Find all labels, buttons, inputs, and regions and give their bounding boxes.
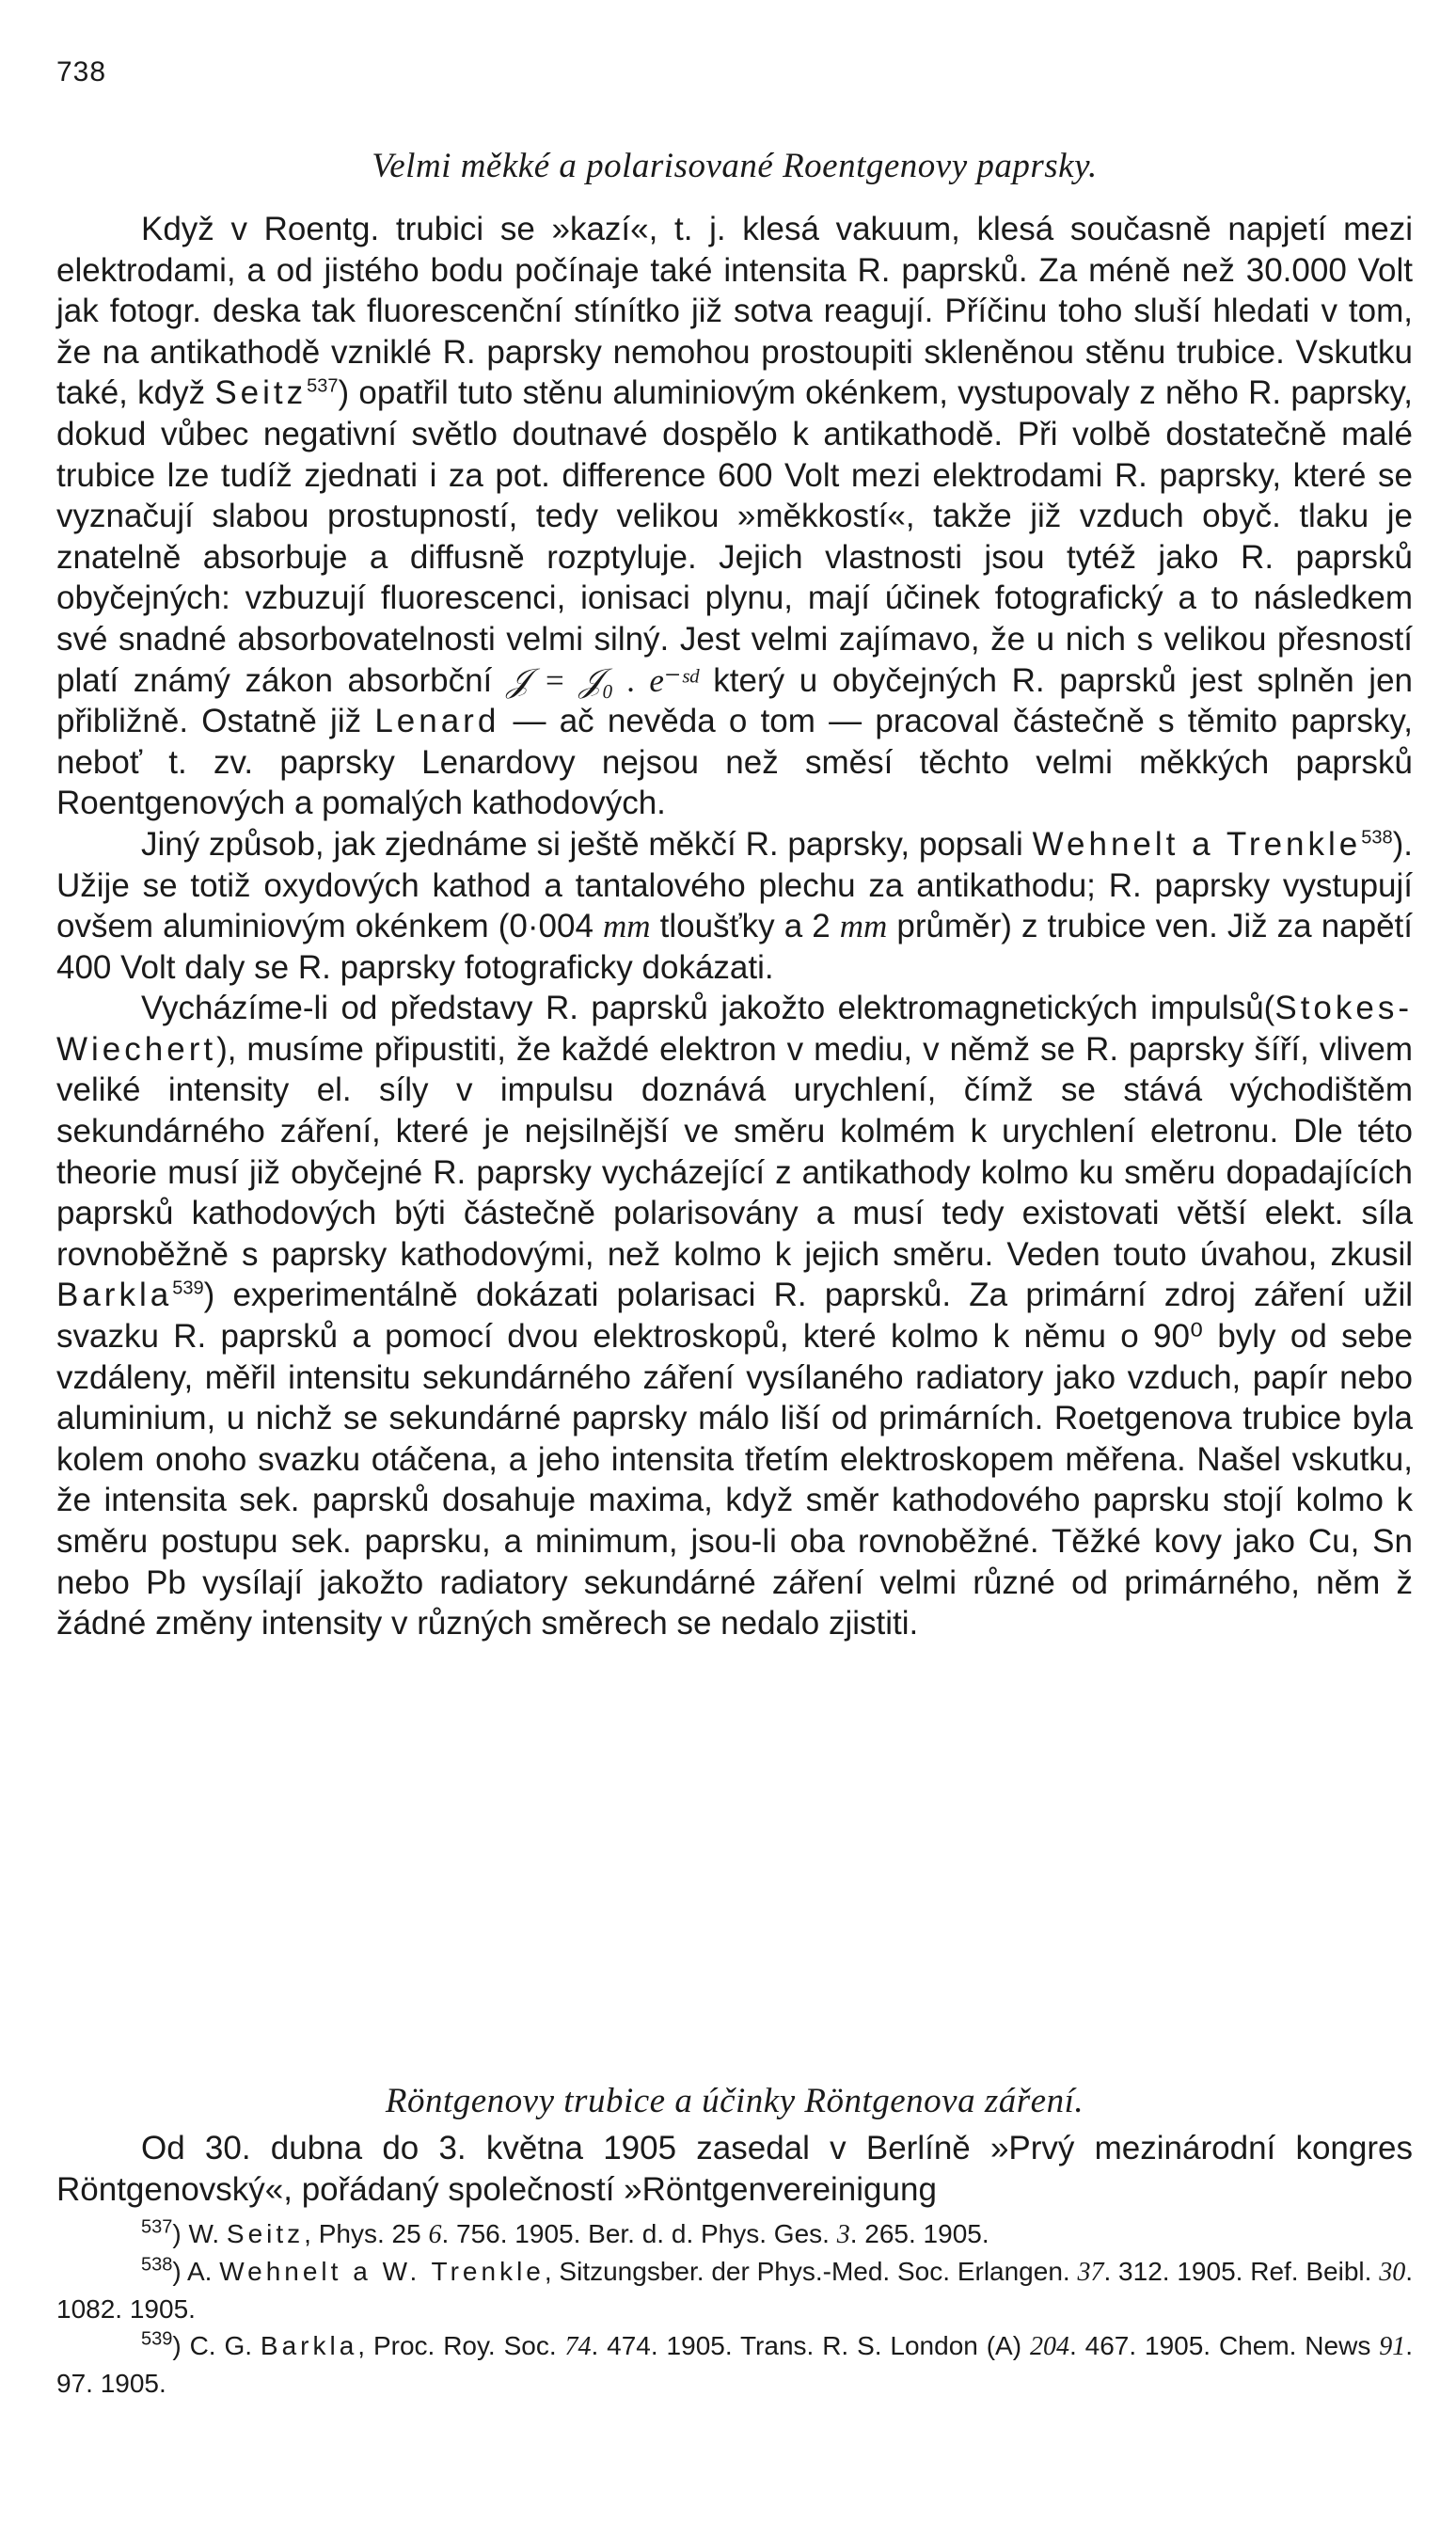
footnote-ref: 537 [307, 375, 339, 397]
text: . 1082. 1905. [56, 2257, 1413, 2324]
absorption-formula: 𝒥 = 𝒥₀ . e⁻ˢᵈ [506, 661, 699, 699]
paragraph-wehnelt-trenkle [56, 824, 1413, 988]
text: . 756. 1905. Ber. d. d. Phys. Ges. [441, 2219, 837, 2248]
section-title-rontgen-tubes: Röntgenovy trubice a účinky Röntgenova záření. [385, 2082, 1084, 2120]
text: , Sitzungsber. der Phys.-Med. Soc. Erlangen. [544, 2257, 1078, 2286]
section-body-polarised-rays [56, 209, 1413, 1644]
text: ) C. G. [172, 2331, 261, 2360]
text: který u obyčejných R. paprsků jest splněn jen přibližně. Ostatně již [56, 661, 1413, 740]
paragraph-congress: Od 30. dubna do 3. května 1905 zasedal v Berlíně »Prvý mezinárodní kongres Röntgenovský«, pořádaný společností »Röntgenvereinigung [56, 2130, 1413, 2208]
text: ), musíme připustiti, že každé elektron v mediu, v němž se R. paprsky šíří, vlivem veliké intensity el. síly v impulsu doznává urychlení, čímž se stává východištěm sekundárného záření, které je nejsilnější ve směru kolmém k urychlení eletronu. Dle této theorie musí již obyčejné R. paprsky vycházející z antikathody kolmo ku směru dopadajících paprsků kathodových býti částečně polarisovány a musí tedy existovati větší elekt. síla rovnoběžně s paprsky kathodovými, než kolmo k jejich směru. Veden touto úvahou, zkusil [56, 1030, 1413, 1273]
text: Jiný způsob, jak zjednáme si ještě měkčí R. paprsky, popsali [141, 825, 1033, 863]
author-name: Seitz [214, 374, 308, 412]
text: ) A. [172, 2257, 220, 2286]
footnotes [56, 2215, 1413, 2402]
footnote-ref: 538 [1361, 827, 1393, 849]
text: — ač nevěda o tom — pracoval částečně s těmito paprsky, neboť t. zv. paprsky Lenardovy nejsou než směsí těchto velmi měkkých paprsků Roentgenových a pomalých kathodových. [56, 703, 1413, 822]
unit: mm [603, 908, 651, 945]
footnote-number: 538 [141, 2254, 173, 2276]
author-name: Wehnelt a W. Trenkle [219, 2257, 545, 2286]
footnote-539 [56, 2327, 1413, 2402]
section-body-rontgen-tubes [56, 2128, 1413, 2210]
footnote-ref: 539 [172, 1277, 204, 1299]
author-name: Barkla [56, 1277, 173, 1314]
text: . 467. 1905. Chem. News [1068, 2331, 1380, 2360]
text: tloušťky a 2 [650, 908, 840, 945]
text: Vycházíme-li od představy R. paprsků jakožto elektromagnetických impulsů( [141, 990, 1275, 1027]
text: ) experimentálně dokázati polarisaci R. paprsků. Za primární zdroj záření užil svazku R. paprsků a pomocí dvou elektroskopů, které kolmo k němu o 90⁰ byly od sebe vzdáleny, měřil intensitu sekundárného záření vysílaného radiatory jako vzduch, papír nebo aluminium, u nichž se sekundárné paprsky málo liší od primárních. Roetgenova trubice byla kolem onoho svazku otáčena, a jeho intensita třetím elektroskopem měřena. Našel vskutku, že intensita sek. paprsků dosahuje maxima, když směr kathodového paprsku stojí kolmo k směru postupu sek. paprsku, a minimum, jsou-li oba rovnoběžné. Těžké kovy jako Cu, Sn nebo Pb vysílají jakožto radiatory sekundárné záření velmi různé od primárného, něm ž žádné změny intensity v různých směrech se nedalo zjistiti. [56, 1277, 1413, 1642]
page-number: 738 [56, 56, 107, 87]
text: . 312. 1905. Ref. Beibl. [1103, 2257, 1380, 2286]
footnote-537 [56, 2215, 1413, 2253]
text: ) W. [172, 2219, 227, 2248]
footnote-538 [56, 2253, 1413, 2327]
text: Když v Roentg. trubici se »kazí«, t. j. klesá vakuum, klesá současně napjetí mezi elektrodami, a od jistého bodu počínaje také intensita R. paprsků. Za méně než 30.000 Volt jak fotogr. deska tak fluorescenční stínítko již sotva reagují. Příčinu toho sluší hledati v tom, že na antikathodě vzniklé R. paprsky nemohou prostoupiti skleněnou stěnu trubice. Vskutku také, když [56, 211, 1413, 412]
volume: 37 [1077, 2258, 1104, 2287]
paragraph-soft-rays [56, 209, 1413, 824]
volume: 91 [1379, 2332, 1406, 2361]
unit: mm [839, 908, 888, 945]
volume: 74 [564, 2332, 592, 2361]
text: . 265. 1905. [849, 2219, 989, 2248]
footnote-number: 537 [141, 2216, 173, 2238]
text: . 97. 1905. [56, 2331, 1413, 2398]
author-name: Lenard [374, 703, 500, 740]
volume: 3 [836, 2220, 850, 2249]
footnote-number: 539 [141, 2328, 173, 2350]
paragraph-barkla-polarisation [56, 988, 1413, 1644]
author-name: Wehnelt a Trenkle [1032, 825, 1362, 863]
author-name: Seitz [226, 2219, 305, 2248]
text: . 474. 1905. Trans. R. S. London (A) [591, 2331, 1030, 2360]
volume: 6 [428, 2220, 442, 2249]
text: , Proc. Roy. Soc. [357, 2331, 565, 2360]
volume: 204 [1029, 2332, 1069, 2361]
section-title-polarised-rays: Velmi měkké a polarisované Roentgenovy paprsky. [372, 147, 1098, 185]
text: průměr) z trubice ven. Již za napětí 400 Volt daly se R. paprsky fotograficky dokázati. [56, 908, 1414, 986]
volume: 30 [1379, 2258, 1406, 2287]
text: , Phys. 25 [304, 2219, 429, 2248]
text: ). Užije se totiž oxydových kathod a tantalového plechu za antikathodu; R. paprsky vystupují ovšem aluminiovým okénkem (0·004 [56, 825, 1414, 945]
text: ) opatřil tuto stěnu aluminiovým okénkem, vystupovaly z něho R. paprsky, dokud vůbec negativní světlo doutnavé dospělo k antikathodě. Při volbě dostatečně malé trubice lze tudíž zjednati i za pot. difference 600 Volt mezi elektrodami R. paprsky, které se vyznačují slabou prostupností, tedy velikou »měkkostí«, takže již vzduch obyč. tlaku je znatelně absorbuje a diffusně rozptyluje. Jejich vlastnosti jsou tytéž jako R. paprsků obyčejných: vzbuzují fluorescenci, ionisaci plynu, mají účinek fotografický a to následkem své snadné absorbovatelnosti velmi silný. Jest velmi zajímavo, že u nich s velikou přesností platí známý zákon absorbční [56, 374, 1413, 699]
author-name: Stokes-Wiechert [56, 990, 1413, 1068]
author-name: Barkla [260, 2331, 358, 2360]
